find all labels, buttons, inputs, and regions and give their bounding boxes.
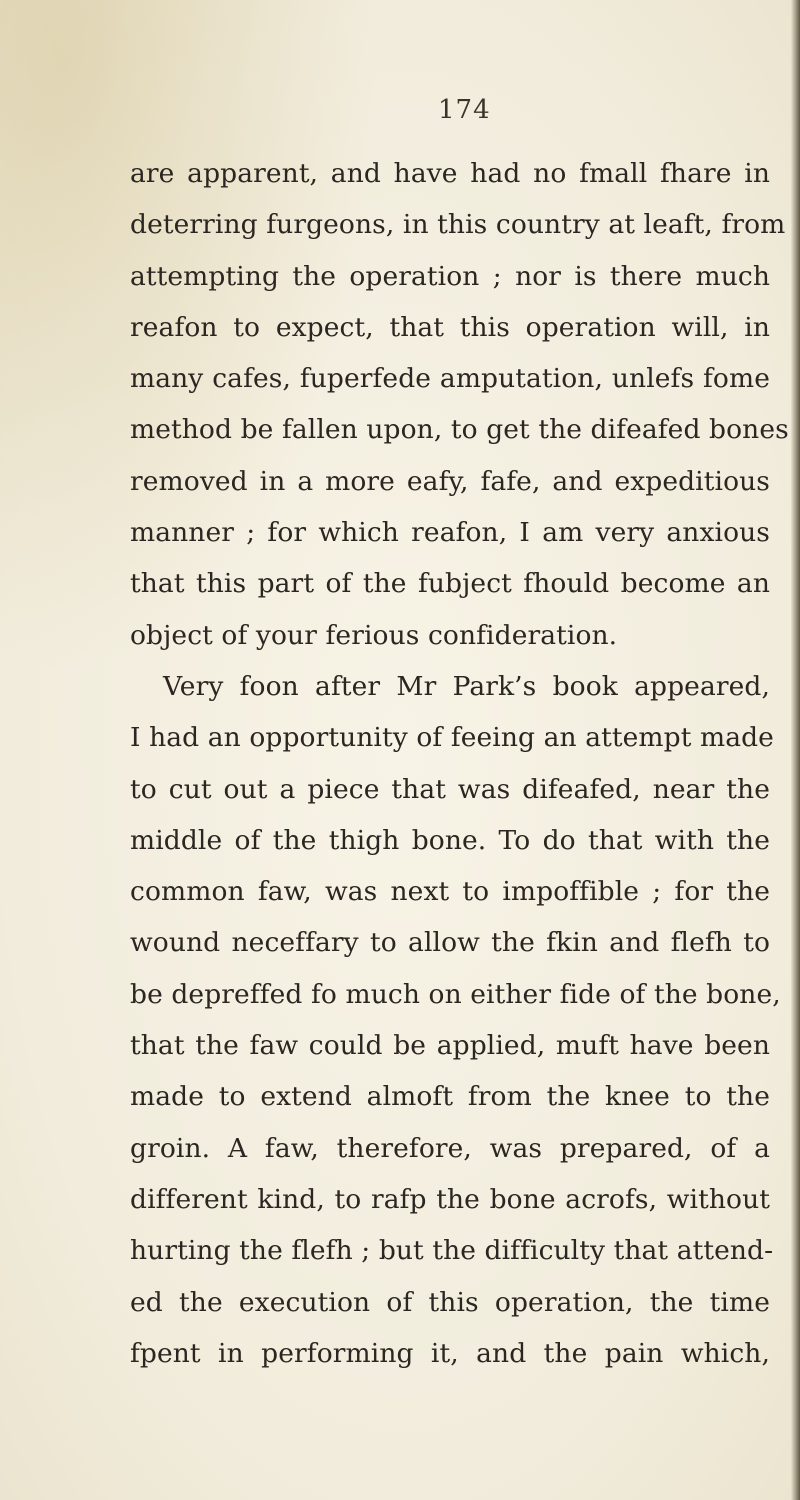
text-line: groin. A faw, therefore, was prepared, of a: [130, 1132, 770, 1164]
text-line: be depreffed fo much on either fide of the bone,: [130, 978, 781, 1010]
text-line: reafon to expect, that this operation will, in: [130, 311, 770, 343]
page-number: 174: [438, 95, 491, 125]
page-edge-shadow: [791, 0, 800, 1500]
text-line: hurting the flefh ; but the difficulty that attend-: [130, 1235, 774, 1267]
text-line: I had an opportunity of feeing an attempt made: [130, 722, 774, 754]
body-text: [130, 148, 789, 1379]
text-line: many cafes, fuperfede amputation, unlefs fome: [130, 363, 770, 395]
text-line: manner ; for which reafon, I am very anxious: [130, 517, 770, 549]
text-line: that the faw could be applied, muft have been: [130, 1030, 770, 1062]
text-line: method be fallen upon, to get the difeafed bones: [130, 414, 789, 446]
text-line: attempting the operation ; nor is there much: [130, 260, 770, 292]
text-line: deterring furgeons, in this country at leaft, from: [130, 209, 786, 241]
text-line: common faw, was next to impoffible ; for the: [130, 876, 770, 908]
text-line: wound neceffary to allow the fkin and flefh to: [130, 927, 770, 959]
text-line: ed the execution of this operation, the time: [130, 1286, 770, 1318]
text-line-paragraph-start: Very foon after Mr Park’s book appeared,: [163, 670, 770, 702]
text-line: are apparent, and have had no fmall fhare in: [130, 158, 770, 189]
text-line: to cut out a piece that was difeafed, near the: [130, 773, 770, 805]
text-line: different kind, to rafp the bone acrofs, without: [130, 1183, 770, 1215]
text-line: middle of the thigh bone. To do that with the: [130, 824, 770, 856]
text-line: made to extend almoft from the knee to the: [130, 1081, 770, 1113]
text-line-paragraph-end: object of your ferious confideration.: [130, 619, 618, 651]
text-line: removed in a more eafy, fafe, and expeditious: [130, 465, 770, 497]
text-line: that this part of the fubject fhould become an: [130, 568, 770, 600]
text-line: fpent in performing it, and the pain which,: [130, 1337, 770, 1369]
